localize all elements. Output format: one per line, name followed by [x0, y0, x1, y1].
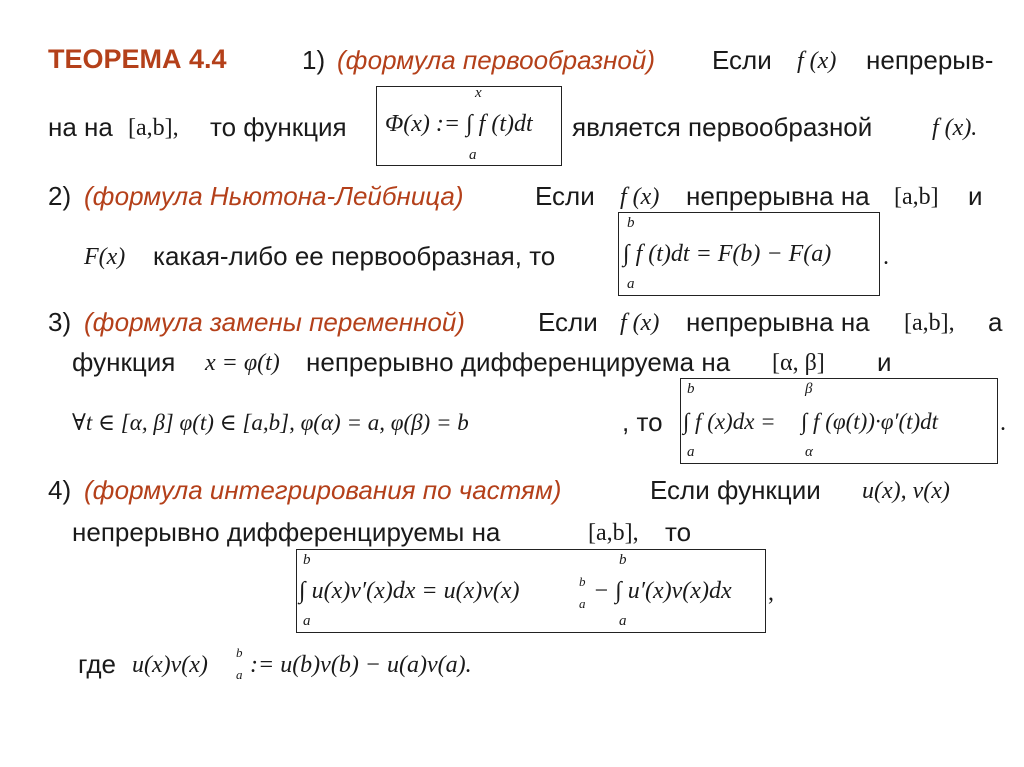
item2-line2-text: какая-либо ее первообразная, то	[153, 241, 556, 271]
item4-where-expr-main: u(x)v(x)	[132, 652, 208, 678]
formula2-upper-limit: b	[627, 215, 635, 231]
item1-interval: [a,b],	[128, 115, 179, 141]
item2-line1-mid: непрерывна на	[686, 181, 870, 211]
item1-line1-expr: f (x)	[797, 48, 837, 74]
item1-number: 1)	[302, 45, 326, 75]
theorem-label: ТЕОРЕМА 4.4	[48, 44, 227, 74]
item1-line2-start: на на	[48, 112, 113, 142]
item1-tail-expr: f (x).	[932, 115, 978, 141]
formula2-end: .	[883, 244, 889, 270]
item4-line1-text: Если функции	[650, 475, 821, 505]
item4-where-sub-a: a	[236, 667, 243, 682]
formula4-eval-lower: a	[579, 596, 586, 611]
item3-line2-end: и	[877, 347, 892, 377]
item4-interval: [a,b],	[588, 520, 639, 546]
item3-interval1: [a,b],	[904, 310, 955, 336]
item3-line2-mid: непрерывно дифференцируема на	[306, 347, 731, 377]
formula4-right-expression: − ∫ u′(x)v(x)dx	[593, 578, 732, 604]
formula4-eval-upper: b	[579, 574, 586, 589]
item2-line2-expr: F(x)	[84, 244, 126, 270]
formula4-end: ,	[768, 580, 774, 606]
item4-number: 4)	[48, 475, 72, 505]
item2-line1-text: Если	[535, 181, 595, 211]
item2-number: 2)	[48, 181, 72, 211]
item2-interval: [a,b]	[894, 184, 939, 210]
formula4-left-lower-limit: a	[303, 613, 311, 629]
formula-box-substitution	[680, 378, 998, 464]
item4-where-text: где	[78, 649, 116, 679]
item3-line1-mid: непрерывна на	[686, 307, 870, 337]
item1-line1-end: непрерыв-	[866, 45, 994, 75]
item4-line2-end: то	[665, 517, 692, 547]
item1-line1-text: Если	[712, 45, 772, 75]
formula2-expression: ∫ f (t)dt = F(b) − F(a)	[623, 241, 832, 267]
formula-box-newton-leibniz	[618, 212, 880, 296]
item1-tail-text: является первообразной	[572, 112, 873, 142]
item3-interval2: [α, β]	[772, 350, 825, 376]
formula3-right-expression: ∫ f (φ(t))·φ′(t)dt	[801, 409, 939, 434]
item3-line1-text: Если	[538, 307, 598, 337]
formula3-right-lower-limit: α	[805, 444, 813, 460]
item2-line1-expr: f (x)	[620, 184, 660, 210]
formula4-left-upper-limit: b	[303, 552, 311, 568]
formula4-left-expression: ∫ u(x)v′(x)dx = u(x)v(x)	[299, 578, 520, 604]
item3-line3-expr: ∀t ∈ [α, β] φ(t) ∈ [a,b], φ(α) = a, φ(β) = b	[72, 410, 469, 435]
item3-line1-expr: f (x)	[620, 310, 660, 336]
item3-line2-text: функция	[72, 347, 176, 377]
formula4-right-upper-limit: b	[619, 552, 627, 568]
formula1-lower-limit: a	[469, 147, 477, 163]
formula-box-antiderivative	[376, 86, 562, 166]
formula3-right-upper-limit: β	[805, 381, 813, 397]
formula1-upper-limit: x	[475, 85, 482, 101]
item3-line1-end: а	[988, 307, 1003, 337]
formula1-expression: Φ(x) := ∫ f (t)dt	[385, 111, 533, 137]
item2-name: (формула Ньютона-Лейбница)	[84, 181, 464, 211]
item2-line1-end: и	[968, 181, 983, 211]
item4-line1-expr: u(x), v(x)	[862, 478, 950, 504]
item1-name: (формула первообразной)	[337, 45, 655, 75]
item3-line2-expr: x = φ(t)	[205, 350, 280, 376]
item4-where-sub-b: b	[236, 645, 243, 660]
formula4-right-lower-limit: a	[619, 613, 627, 629]
formula3-left-expression: ∫ f (x)dx =	[683, 409, 776, 434]
item4-where-expr-rest: := u(b)v(b) − u(a)v(a).	[250, 652, 472, 678]
formula3-left-lower-limit: a	[687, 444, 695, 460]
item3-number: 3)	[48, 307, 72, 337]
formula2-lower-limit: a	[627, 276, 635, 292]
item3-name: (формула замены переменной)	[84, 307, 465, 337]
item4-name: (формула интегрирования по частям)	[84, 475, 562, 505]
formula3-left-upper-limit: b	[687, 381, 695, 397]
formula-box-by-parts	[296, 549, 766, 633]
formula3-end: .	[1000, 410, 1006, 436]
item4-line2-text: непрерывно дифференцируемы на	[72, 517, 501, 547]
item3-line3-text: , то	[622, 407, 663, 437]
item1-line2-text: то функция	[210, 112, 347, 142]
